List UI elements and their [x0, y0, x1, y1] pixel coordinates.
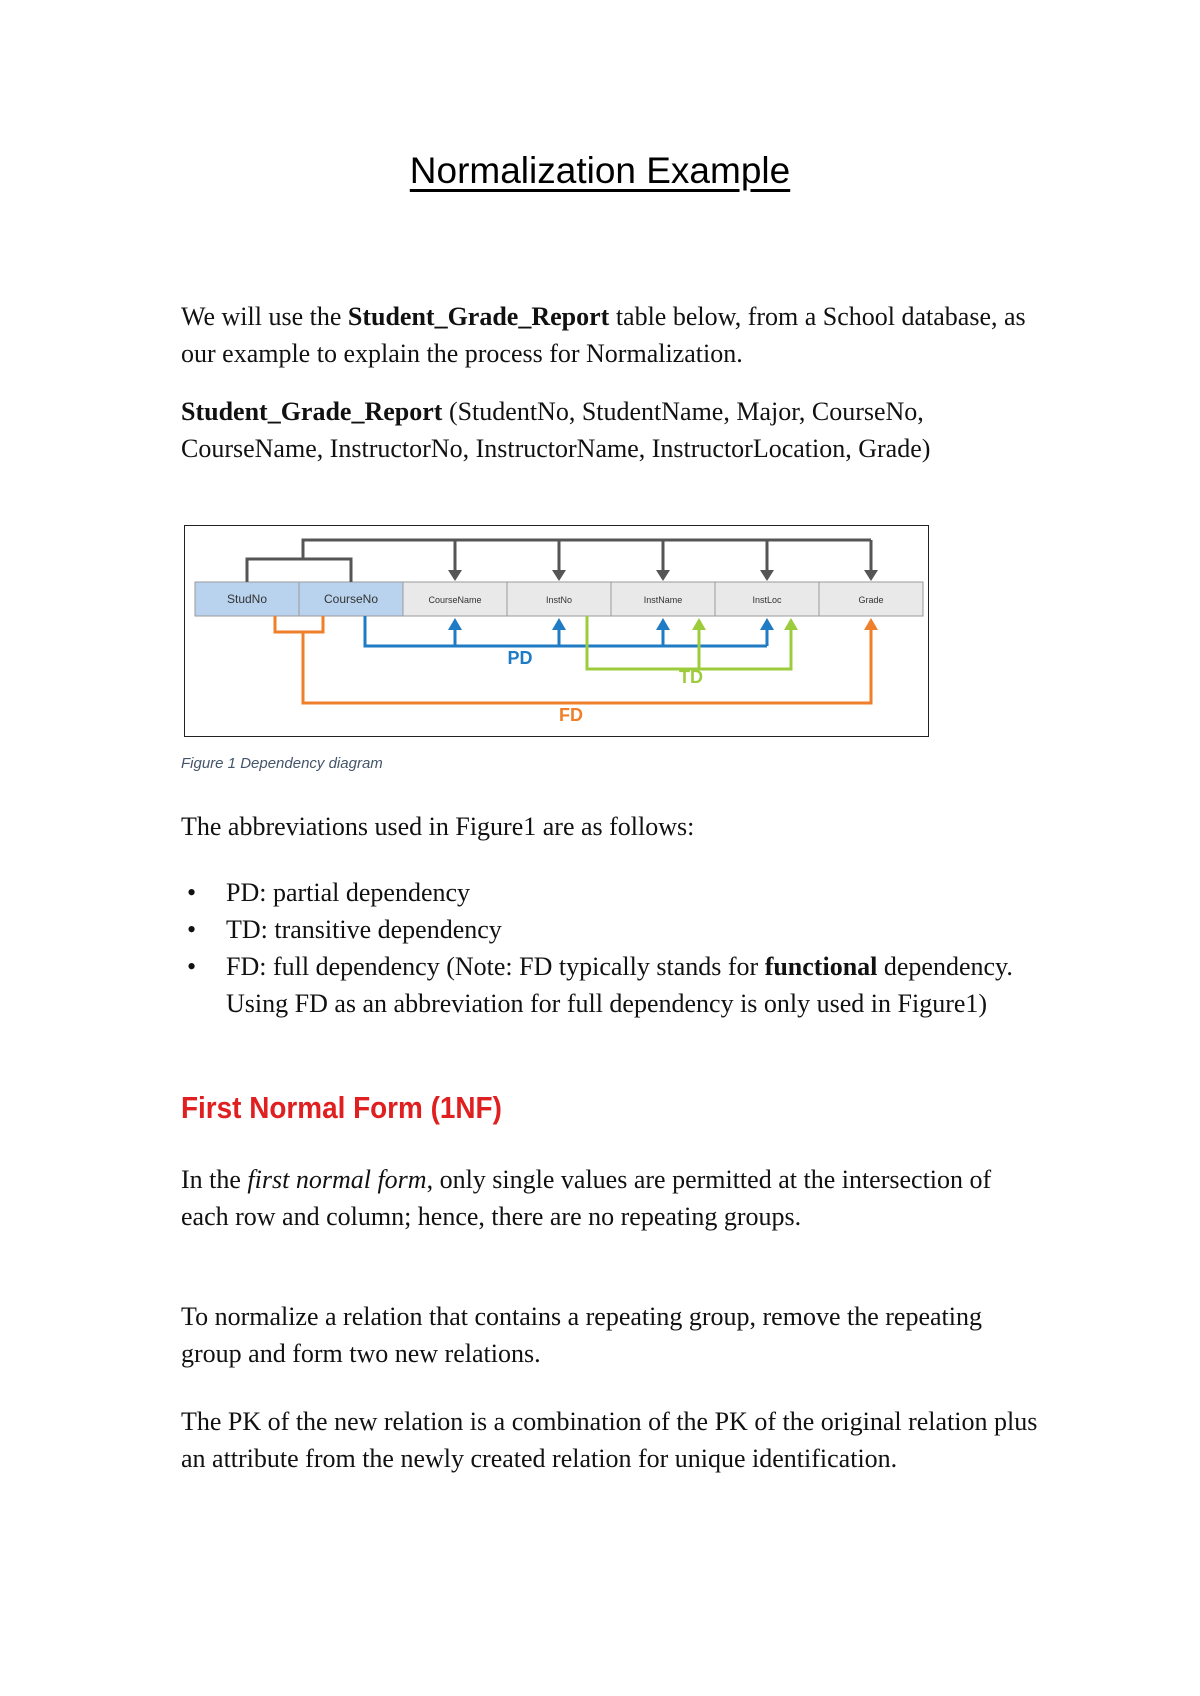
- bullet-icon: •: [187, 915, 197, 944]
- top-arrowhead: [448, 570, 462, 581]
- cell-label-studno: StudNo: [226, 592, 268, 606]
- pd-arrowhead: [656, 618, 670, 630]
- top-arrowhead: [864, 570, 878, 581]
- cell-label-courseno: CourseNo: [323, 592, 379, 606]
- td-arrowhead: [692, 618, 706, 630]
- pd-label: PD: [507, 648, 533, 668]
- cell-label-coursename: CourseName: [428, 595, 482, 605]
- bullet-icon: •: [187, 878, 197, 907]
- abbreviation-list: [181, 874, 1041, 1022]
- schema-name: Student_Grade_Report: [181, 397, 443, 426]
- nf1-paragraph-3: The PK of the new relation is a combination of the PK of the original relation plus an attribute from the newly created relation for unique identification.: [181, 1407, 1038, 1473]
- dependency-diagram-svg: [185, 526, 927, 735]
- td-label: TD: [679, 667, 703, 687]
- figure-caption: Figure 1 Dependency diagram: [181, 755, 383, 772]
- list-item: • TD: transitive dependency: [181, 911, 1041, 948]
- nf1-paragraph-2: To normalize a relation that contains a repeating group, remove the repeating group and form two new relations.: [181, 1302, 982, 1368]
- nf1-paragraph-1: In the first normal form, only single values are permitted at the intersection of each row and column; hence, there are no repeating groups.: [181, 1165, 992, 1231]
- key-bracket: [247, 559, 351, 582]
- cell-label-instloc: InstLoc: [752, 595, 782, 605]
- td-arrowhead: [784, 618, 798, 630]
- pd-line: [365, 616, 767, 646]
- section-heading-1nf: First Normal Form (1NF): [181, 1090, 502, 1125]
- dependency-diagram: [184, 525, 929, 737]
- cell-label-instno: InstNo: [545, 595, 573, 605]
- bullet-icon: •: [187, 952, 197, 981]
- schema-paragraph: [181, 393, 1041, 467]
- schema-attributes: (StudentNo, StudentName, Major, CourseNo, CourseName, InstructorNo, InstructorName, InstructorLocation, Grade): [181, 397, 931, 463]
- fd-label: FD: [559, 705, 583, 725]
- page-title: Normalization Example: [409, 150, 791, 191]
- fd-bracket: [275, 616, 323, 632]
- top-arrowhead: [760, 570, 774, 581]
- cell-label-grade: Grade: [858, 595, 884, 605]
- pd-arrowhead: [448, 618, 462, 630]
- td-line: [587, 616, 791, 669]
- pd-arrowhead: [760, 618, 774, 630]
- pd-arrowhead: [552, 618, 566, 630]
- list-item: • PD: partial dependency: [181, 874, 1041, 911]
- cell-label-instname: InstName: [643, 595, 683, 605]
- top-bus-line: [303, 540, 871, 559]
- list-item: • FD: full dependency (Note: FD typically stands for functional dependency. Using FD as an abbreviation for full dependency is only used in Figure1): [181, 948, 1041, 1022]
- top-arrowhead: [552, 570, 566, 581]
- abbreviations-intro: The abbreviations used in Figure1 are as follows:: [181, 812, 695, 841]
- fd-arrowhead: [864, 618, 878, 630]
- top-arrowhead: [656, 570, 670, 581]
- intro-paragraph: We will use the Student_Grade_Report table below, from a School database, as our example to explain the process for Normalization.: [181, 302, 1026, 368]
- table-name: Student_Grade_Report: [347, 302, 610, 331]
